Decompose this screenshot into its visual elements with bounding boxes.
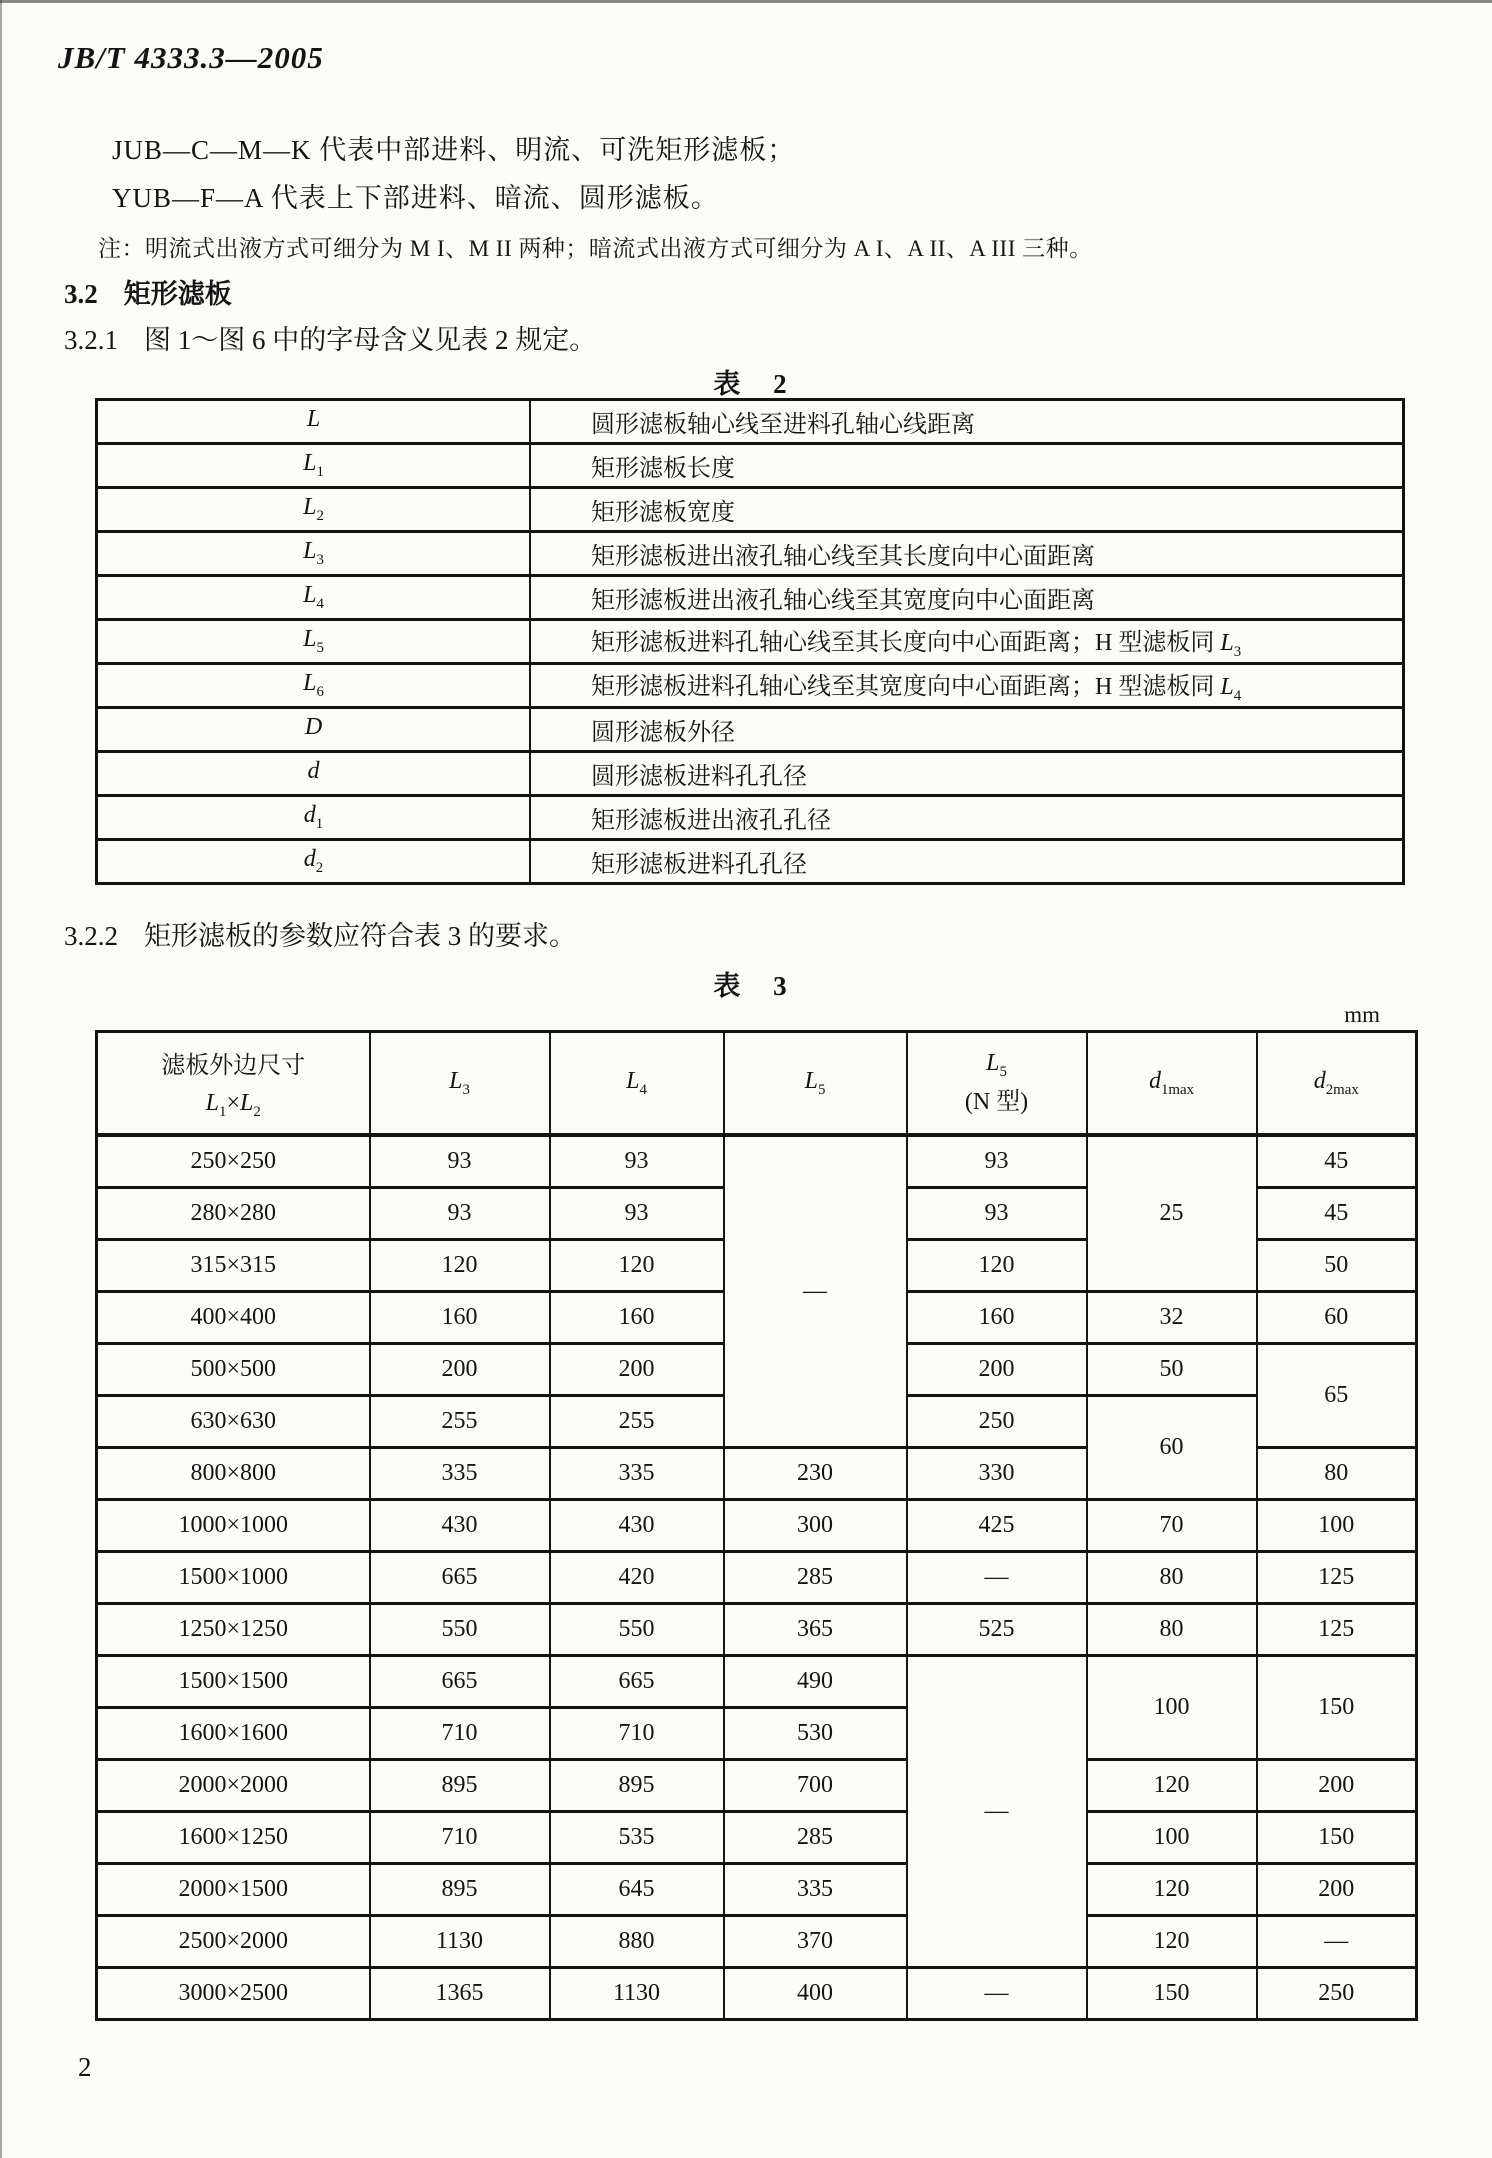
d1max-cell: 120 [1087,1916,1257,1968]
l3-cell: 93 [370,1135,550,1188]
l3-cell: 710 [370,1812,550,1864]
d2max-cell: 45 [1257,1188,1417,1240]
l5n-cell: 200 [907,1344,1087,1396]
l5-cell: 530 [724,1708,907,1760]
symbol-sub: 2max [1325,1081,1359,1098]
d2max-cell: 45 [1257,1135,1417,1188]
paragraph-yub-designation: YUB—F—A 代表上下部进料、暗流、圆形滤板。 [112,183,719,213]
l4-cell: 335 [550,1448,724,1500]
l5-cell: 365 [724,1604,907,1656]
symbol-sub: 3 [316,551,324,568]
size-cell: 1250×1250 [97,1604,370,1656]
unit-label-mm: mm [1344,1002,1380,1027]
definition-cell [530,444,1404,488]
size-cell: 1500×1000 [97,1552,370,1604]
table-row [97,1760,1417,1812]
symbol-base: d [1313,1067,1326,1094]
size-cell: 2000×1500 [97,1864,370,1916]
size-cell: 1500×1500 [97,1656,370,1708]
table2-caption: 表 2 [713,369,787,399]
d1max-cell: 50 [1087,1344,1257,1396]
l4-cell: 160 [550,1292,724,1344]
l4-cell: 710 [550,1708,724,1760]
definition-text: 圆形滤板外径 [591,720,735,746]
symbol-sub: 3 [462,1081,470,1098]
l4-cell: 535 [550,1812,724,1864]
symbol-sub: 4 [316,595,324,612]
l5n-cell: — [907,1552,1087,1604]
d2max-cell: — [1257,1916,1417,1968]
symbol-base: L [303,670,317,697]
table-row [97,1500,1417,1552]
section-text: 图 1～图 6 中的字母含义见表 2 规定。 [144,325,597,355]
l5n-cell: 425 [907,1500,1087,1552]
l3-cell: 1130 [370,1916,550,1968]
l4-cell: 93 [550,1188,724,1240]
d1max-cell: 32 [1087,1292,1257,1344]
l5n-cell: 525 [907,1604,1087,1656]
section-text: 矩形滤板的参数应符合表 3 的要求。 [144,921,576,951]
header-l3 [370,1032,550,1136]
table-row [97,1656,1417,1708]
table-row [97,576,1404,620]
l5n-cell: 250 [907,1396,1087,1448]
d2max-cell: 50 [1257,1240,1417,1292]
symbol-base: L [303,450,317,477]
header-d2max [1257,1032,1417,1136]
section-heading-3-2 [64,272,232,311]
l3-cell: 335 [370,1448,550,1500]
l3-cell: 160 [370,1292,550,1344]
size-cell: 250×250 [97,1135,370,1188]
symbol-sub: 1 [315,815,324,832]
table2-symbol-definitions [95,398,1405,885]
definition-cell [530,488,1404,532]
table-row [97,1552,1417,1604]
symbol-base: L [303,582,317,609]
l4-cell: 430 [550,1500,724,1552]
section-number: 3.2 [64,279,98,309]
l5-cell: 700 [724,1760,907,1812]
size-cell: 1000×1000 [97,1500,370,1552]
table-row [97,400,1404,444]
definition-text: 圆形滤板轴心线至进料孔轴心线距离 [591,412,975,438]
header-l4 [550,1032,724,1136]
l4-cell: 645 [550,1864,724,1916]
size-cell: 2000×2000 [97,1760,370,1812]
size-cell: 315×315 [97,1240,370,1292]
symbol-cell [97,532,531,576]
table-row [97,488,1404,532]
l4-cell: 1130 [550,1968,724,2020]
l3-cell: 200 [370,1344,550,1396]
table-row [97,1916,1417,1968]
reference-symbol-sub: 3 [1233,643,1242,660]
l3-cell: 255 [370,1396,550,1448]
table-row [97,444,1404,488]
symbol-base: L [306,406,321,433]
symbol-cell [97,444,531,488]
table-row [97,620,1404,664]
d2max-cell: 200 [1257,1760,1417,1812]
header-plate-size-symbols [106,1090,361,1121]
header-d1max [1087,1032,1257,1136]
definition-text: 矩形滤板进料孔轴心线至其长度向中心面距离；H 型滤板同 [591,630,1221,657]
symbol-base: L [303,538,317,565]
symbol-sub: 1max [1160,1081,1195,1098]
d1max-merged-cell: 60 [1087,1396,1257,1500]
symbol-sub: 5 [999,1063,1007,1080]
symbol-sub: 5 [316,639,324,656]
table-row [97,664,1404,708]
definition-text: 矩形滤板长度 [591,456,735,482]
symbol-base: d [303,802,316,829]
table3-plate-parameters [95,1030,1418,2021]
d2max-cell: 150 [1257,1812,1417,1864]
header-plate-size-label: 滤板外边尺寸 [161,1053,306,1080]
l5-cell: 230 [724,1448,907,1500]
d2max-merged-cell: 65 [1257,1344,1417,1448]
l3-cell: 93 [370,1188,550,1240]
l4-cell: 120 [550,1240,724,1292]
reference-symbol-sub: 4 [1233,687,1242,704]
d2max-cell: 60 [1257,1292,1417,1344]
l5-cell: 285 [724,1812,907,1864]
table-row [97,840,1404,884]
size-cell: 1600×1600 [97,1708,370,1760]
d2max-cell: 80 [1257,1448,1417,1500]
definition-text: 矩形滤板进出液孔轴心线至其宽度向中心面距离 [591,588,1095,614]
definition-text: 矩形滤板进出液孔轴心线至其长度向中心面距离 [591,544,1095,570]
l5n-cell: 93 [907,1188,1087,1240]
symbol-sub: 2 [315,859,324,876]
l3-cell: 895 [370,1760,550,1812]
l5-cell: 285 [724,1552,907,1604]
table-row [97,796,1404,840]
l3-cell: 120 [370,1240,550,1292]
d2max-cell: 100 [1257,1500,1417,1552]
symbol-cell [97,664,531,708]
section-heading-3-2-1 [64,318,596,357]
l3-cell: 665 [370,1656,550,1708]
l4-cell: 665 [550,1656,724,1708]
definition-text: 矩形滤板进料孔孔径 [591,852,807,878]
symbol-cell [97,400,531,444]
symbol-base: L [626,1067,640,1094]
table-row [97,1812,1417,1864]
symbol-base: L [303,494,317,521]
symbol-base: d [1148,1067,1161,1094]
symbol-sub: 1 [316,463,324,480]
d1max-cell: 70 [1087,1500,1257,1552]
d1max-cell: 120 [1087,1760,1257,1812]
table-header-row [97,1032,1417,1136]
d1max-merged-cell: 25 [1087,1135,1257,1292]
symbol-base: L [303,626,317,653]
d1max-cell: 80 [1087,1552,1257,1604]
table-row [97,1864,1417,1916]
table-row [97,532,1404,576]
size-cell: 3000×2500 [97,1968,370,2020]
section-number: 3.2.1 [64,325,118,355]
d2max-cell: 125 [1257,1552,1417,1604]
table-row [97,1968,1417,2020]
note-outflow-types: 注：明流式出液方式可细分为 M I、M II 两种；暗流式出液方式可细分为 A I、A II、A III 三种。 [98,236,1093,261]
l5n-merged-dash-cell: — [907,1656,1087,1968]
l5n-cell: 330 [907,1448,1087,1500]
l4-cell: 550 [550,1604,724,1656]
l5n-cell: 160 [907,1292,1087,1344]
symbol-sub: 5 [817,1081,826,1098]
size-cell: 1600×1250 [97,1812,370,1864]
definition-cell [530,576,1404,620]
d2max-merged-cell: 150 [1257,1656,1417,1760]
d1max-cell: 150 [1087,1968,1257,2020]
symbol-sub: 4 [639,1081,647,1098]
l5n-cell: 120 [907,1240,1087,1292]
scan-artifact-top [0,0,1492,3]
section-heading-3-2-2 [64,914,576,953]
l3-cell: 1365 [370,1968,550,2020]
definition-cell [530,664,1404,708]
symbol-cell [97,752,531,796]
symbol-sub: 6 [316,683,324,700]
symbol-cell [97,840,531,884]
l5-cell: 400 [724,1968,907,2020]
definition-text: 矩形滤板宽度 [591,500,735,526]
d1max-cell: 120 [1087,1864,1257,1916]
l3-cell: 665 [370,1552,550,1604]
definition-text: 矩形滤板进出液孔孔径 [591,808,831,834]
definition-cell [530,796,1404,840]
d2max-cell: 125 [1257,1604,1417,1656]
symbol-base: L [449,1067,463,1094]
symbol-base: d [307,758,320,785]
l5-cell: 335 [724,1864,907,1916]
symbol-base: D [304,714,323,741]
definition-cell [530,752,1404,796]
symbol-cell [97,796,531,840]
definition-cell [530,532,1404,576]
symbol-sub: 2 [316,507,324,524]
definition-text: 圆形滤板进料孔孔径 [591,764,807,790]
l3-cell: 710 [370,1708,550,1760]
symbol-cell [97,620,531,664]
size-cell: 800×800 [97,1448,370,1500]
l4-cell: 93 [550,1135,724,1188]
definition-cell [530,840,1404,884]
l5-cell: 300 [724,1500,907,1552]
standard-number: JB/T 4333.3—2005 [58,40,324,75]
symbol-base: L [986,1050,1000,1077]
l4-cell: 420 [550,1552,724,1604]
l4-cell: 255 [550,1396,724,1448]
d2max-cell: 200 [1257,1864,1417,1916]
symbol-base: L [240,1090,254,1117]
d1max-cell: 80 [1087,1604,1257,1656]
size-cell: 2500×2000 [97,1916,370,1968]
symbol-sub: 1 [219,1103,227,1120]
l4-cell: 880 [550,1916,724,1968]
header-l5-n-type [907,1032,1087,1136]
l5-cell: 490 [724,1656,907,1708]
l3-cell: 550 [370,1604,550,1656]
reference-symbol-base: L [1220,630,1234,657]
table-row [97,1604,1417,1656]
l5-merged-dash-cell: — [724,1135,907,1448]
symbol-base: L [804,1067,818,1094]
symbol-cell [97,488,531,532]
size-cell: 500×500 [97,1344,370,1396]
d1max-cell: 100 [1087,1812,1257,1864]
table-row [97,1135,1417,1188]
table-row [97,708,1404,752]
l4-cell: 200 [550,1344,724,1396]
table-row [97,752,1404,796]
header-l5n-type-label: (N 型) [964,1088,1029,1115]
l3-cell: 895 [370,1864,550,1916]
l5n-cell: 93 [907,1135,1087,1188]
symbol-base: d [303,846,316,873]
header-l5 [724,1032,907,1136]
d2max-cell: 250 [1257,1968,1417,2020]
definition-cell [530,400,1404,444]
size-cell: 630×630 [97,1396,370,1448]
paragraph-jub-designation: JUB—C—M—K 代表中部进料、明流、可洗矩形滤板； [112,135,796,165]
symbol-base: L [205,1090,220,1117]
definition-cell [530,620,1404,664]
section-title: 矩形滤板 [123,279,232,309]
size-cell: 400×400 [97,1292,370,1344]
symbol-cell [97,708,531,752]
times-sign: × [226,1090,241,1117]
l4-cell: 895 [550,1760,724,1812]
definition-text: 矩形滤板进料孔轴心线至其宽度向中心面距离；H 型滤板同 [591,674,1221,701]
symbol-sub: 2 [253,1103,261,1120]
l3-cell: 430 [370,1500,550,1552]
d1max-merged-cell: 100 [1087,1656,1257,1760]
size-cell: 280×280 [97,1188,370,1240]
table3-caption: 表 3 [713,971,787,1001]
l5n-cell: — [907,1968,1087,2020]
page-number: 2 [78,2052,92,2082]
header-l5n-symbol [916,1050,1078,1081]
reference-symbol-base: L [1220,674,1234,701]
symbol-cell [97,576,531,620]
section-number: 3.2.2 [64,921,118,951]
l5-cell: 370 [724,1916,907,1968]
scan-artifact-left [0,0,2,2158]
definition-cell [530,708,1404,752]
header-plate-size [97,1032,370,1136]
